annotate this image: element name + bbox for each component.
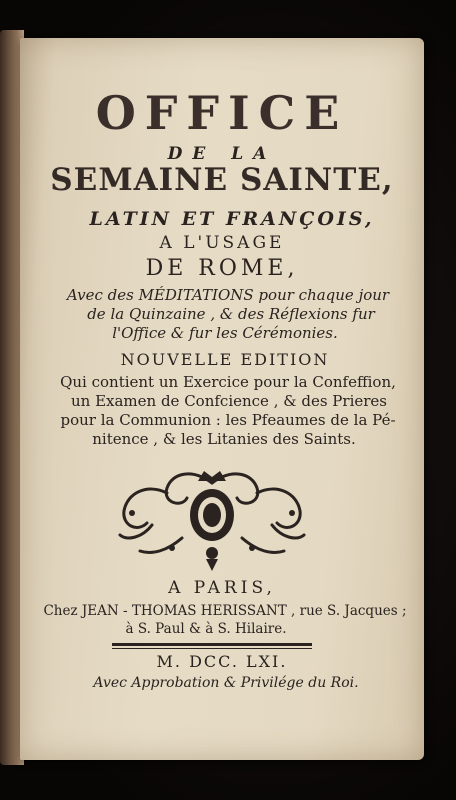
- title-de-la: DE LA: [167, 144, 277, 164]
- subtitle-de-rome: DE ROME,: [145, 256, 299, 281]
- imprint-printer-line-1: Chez JEAN - THOMAS HERISSANT , rue S. Jacques ;: [43, 603, 407, 619]
- subtitle-a-lusage: A L'USAGE: [159, 233, 285, 253]
- contents-line-1: Qui contient un Exercice pour la Confeffion,: [60, 373, 396, 391]
- imprint-place: A PARIS,: [168, 578, 276, 598]
- meditations-line-2: de la Quinzaine , & des Réflexions fur: [87, 305, 375, 323]
- title-office: OFFICE: [95, 86, 349, 140]
- title-page: [20, 38, 424, 760]
- title-semaine-sainte: SEMAINE SAINTE,: [50, 162, 394, 198]
- imprint-printer-line-2: à S. Paul & à S. Hilaire.: [125, 621, 287, 637]
- double-rule-top: [112, 643, 312, 646]
- double-rule-bottom: [112, 648, 312, 649]
- fleuron-ornament-icon: [112, 463, 312, 573]
- contents-line-4: nitence , & les Litanies des Saints.: [92, 430, 356, 448]
- edition-label: NOUVELLE EDITION: [120, 350, 330, 369]
- imprint-date: M. DCC. LXI.: [156, 652, 288, 671]
- contents-line-3: pour la Communion : les Pfeaumes de la Pé-: [60, 411, 396, 429]
- imprint-approbation: Avec Approbation & Privilége du Roi.: [93, 675, 359, 691]
- subtitle-latin-francois: LATIN ET FRANÇOIS,: [89, 208, 375, 230]
- meditations-line-3: l'Office & fur les Cérémonies.: [112, 324, 338, 342]
- contents-line-2: un Examen de Confcience , & des Prieres: [70, 392, 387, 410]
- meditations-line-1: Avec des MÉDITATIONS pour chaque jour: [66, 286, 390, 304]
